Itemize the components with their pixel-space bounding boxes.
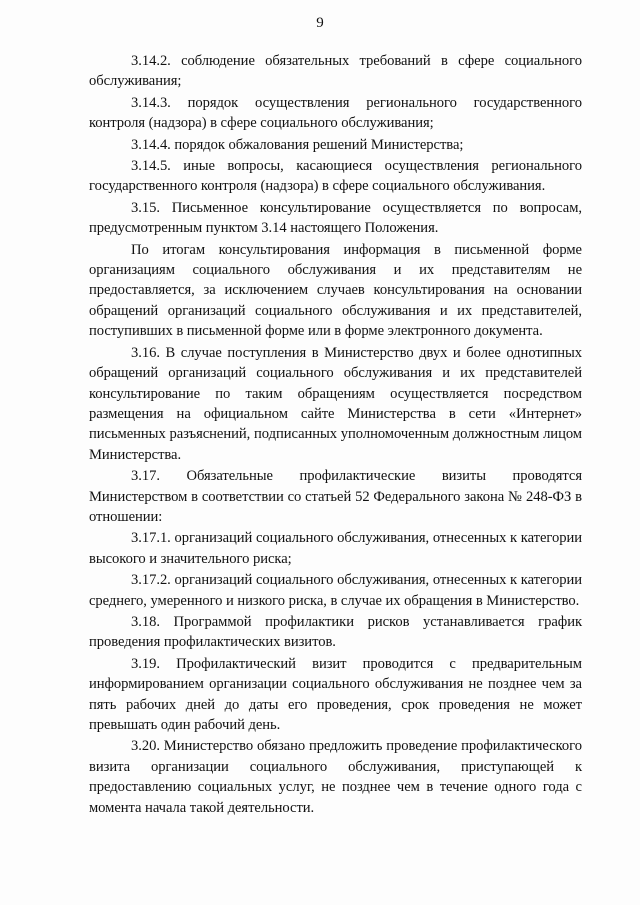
paragraph-3-15: 3.15. Письменное консультирование осуществляется по вопросам, предусмотренным пунктом 3.14 настоящего Положения. (89, 199, 582, 237)
paragraph-3-20: 3.20. Министерство обязано предложить проведение профилактического визита организации социального обслуживания, приступающей к предоставлению социальных услуг, не позднее чем в течение одного года с момента начала такой деятельности. (89, 738, 582, 816)
paragraph-3-17: 3.17. Обязательные профилактические визиты проводятся Министерством в соответствии со статьей 52 Федерального закона № 248-ФЗ в отношении: (89, 468, 582, 525)
paragraph-3-18: 3.18. Программой профилактики рисков устанавливается график проведения профилактических визитов. (89, 613, 582, 651)
paragraph-3-14-4: 3.14.4. порядок обжалования решений Министерства; (131, 136, 464, 153)
page-number: 9 (316, 15, 324, 31)
paragraph-3-14-5: 3.14.5. иные вопросы, касающиеся осуществления регионального государственного контроля (надзора) в сфере социального обслуживания. (89, 158, 582, 195)
paragraph-3-16: 3.16. В случае поступления в Министерство двух и более однотипных обращений организаций социального обслуживания и их представителей консультирование по таким обращениям осуществляется посредством размещения на официальном сайте Министерства в сети «Интернет» письменных разъяснений, подписанных уполномоченным должностным лицом Министерства. (89, 344, 582, 463)
paragraph-3-19: 3.19. Профилактический визит проводится с предварительным информированием организации социального обслуживания не позднее чем за пять рабочих дней до даты его проведения, срок проведения не может превышать один рабочий день. (89, 655, 582, 733)
paragraph-3-17-2: 3.17.2. организаций социального обслуживания, отнесенных к категории среднего, умеренного и низкого риска, в случае их обращения в Министерство. (89, 572, 582, 609)
paragraph-3-15-continued: По итогам консультирования информация в письменной форме организациям социального обслуживания и их представителям не предоставляется, за исключением случаев консультирования на основании обращений организаций социального обслуживания и их представителей, поступивших в письменной форме или в форме электронного документа. (89, 241, 582, 340)
paragraph-3-17-1: 3.17.1. организаций социального обслуживания, отнесенных к категории высокого и значительного риска; (89, 530, 582, 567)
paragraph-3-14-2: 3.14.2. соблюдение обязательных требований в сфере социального обслуживания; (89, 53, 582, 90)
document-body (89, 51, 582, 818)
paragraph-3-14-3: 3.14.3. порядок осуществления регионального государственного контроля (надзора) в сфере социального обслуживания; (89, 94, 582, 132)
